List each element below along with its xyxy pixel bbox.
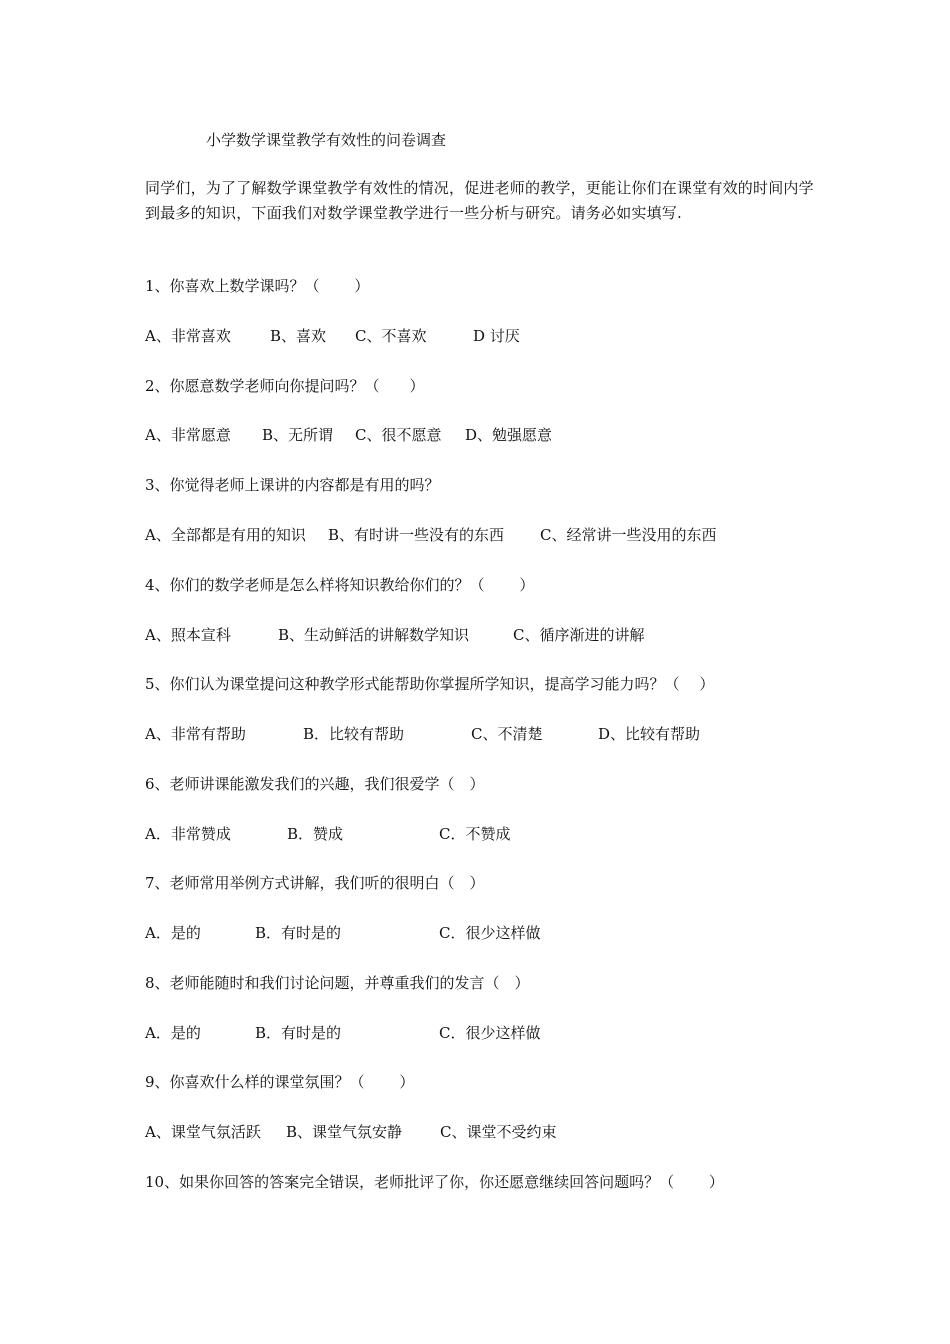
question-9: 9、你喜欢什么样的课堂氛围？（ ） bbox=[145, 1073, 415, 1091]
option-7a: A．是的 bbox=[145, 924, 201, 942]
option-1b: B、喜欢 bbox=[270, 327, 327, 345]
option-4b: B、生动鲜活的讲解数学知识 bbox=[278, 626, 470, 644]
question-3: 3、你觉得老师上课讲的内容都是有用的吗？ bbox=[145, 476, 440, 494]
option-7c: C．很少这样做 bbox=[439, 924, 541, 942]
option-5d: D、比较有帮助 bbox=[598, 725, 701, 743]
page-title: 小学数学课堂教学有效性的问卷调查 bbox=[206, 131, 447, 149]
option-8b: B．有时是的 bbox=[255, 1024, 342, 1042]
option-1d: D 讨厌 bbox=[473, 327, 520, 345]
option-3b: B、有时讲一些没有的东西 bbox=[328, 526, 505, 544]
option-3c: C、经常讲一些没用的东西 bbox=[540, 526, 717, 544]
question-5: 5、你们认为课堂提问这种教学形式能帮助你掌握所学知识，提高学习能力吗？（ ） bbox=[145, 675, 715, 693]
option-7b: B．有时是的 bbox=[255, 924, 342, 942]
intro-paragraph: 同学们，为了了解数学课堂教学有效性的情况，促进老师的教学，更能让你们在课堂有效的时间内学到最多的知识，下面我们对数学课堂教学进行一些分析与研究。请务必如实填写. bbox=[145, 179, 814, 222]
option-6c: C．不赞成 bbox=[439, 825, 511, 843]
option-2a: A、非常愿意 bbox=[145, 426, 231, 444]
option-5a: A、非常有帮助 bbox=[145, 725, 246, 743]
option-2d: D、勉强愿意 bbox=[465, 426, 553, 444]
option-8a: A．是的 bbox=[145, 1024, 201, 1042]
option-6b: B．赞成 bbox=[287, 825, 344, 843]
question-7: 7、老师常用举例方式讲解，我们听的很明白（ ） bbox=[145, 874, 485, 892]
question-2: 2、你愿意数学老师向你提问吗？（ ） bbox=[145, 377, 425, 395]
question-1: 1、你喜欢上数学课吗？（ ） bbox=[145, 277, 370, 295]
option-9c: C、课堂不受约束 bbox=[440, 1123, 557, 1141]
option-2c: C、很不愿意 bbox=[355, 426, 442, 444]
question-8: 8、老师能随时和我们讨论问题，并尊重我们的发言（ ） bbox=[145, 974, 530, 992]
option-2b: B、无所谓 bbox=[262, 426, 334, 444]
option-1a: A、非常喜欢 bbox=[145, 327, 231, 345]
option-5b: B．比较有帮助 bbox=[303, 725, 405, 743]
option-4a: A、照本宣科 bbox=[145, 626, 231, 644]
question-10: 10、如果你回答的答案完全错误，老师批评了你，你还愿意继续回答问题吗？（ ） bbox=[145, 1173, 724, 1191]
option-3a: A、全部都是有用的知识 bbox=[145, 526, 306, 544]
option-4c: C、循序渐进的讲解 bbox=[513, 626, 645, 644]
option-8c: C．很少这样做 bbox=[439, 1024, 541, 1042]
option-1c: C、不喜欢 bbox=[355, 327, 427, 345]
question-4: 4、你们的数学老师是怎么样将知识教给你们的？（ ） bbox=[145, 576, 535, 594]
option-5c: C、不清楚 bbox=[471, 725, 543, 743]
question-6: 6、老师讲课能激发我们的兴趣，我们很爱学（ ） bbox=[145, 775, 485, 793]
option-9b: B、课堂气氛安静 bbox=[286, 1123, 403, 1141]
option-9a: A、课堂气氛活跃 bbox=[145, 1123, 261, 1141]
option-6a: A．非常赞成 bbox=[145, 825, 231, 843]
